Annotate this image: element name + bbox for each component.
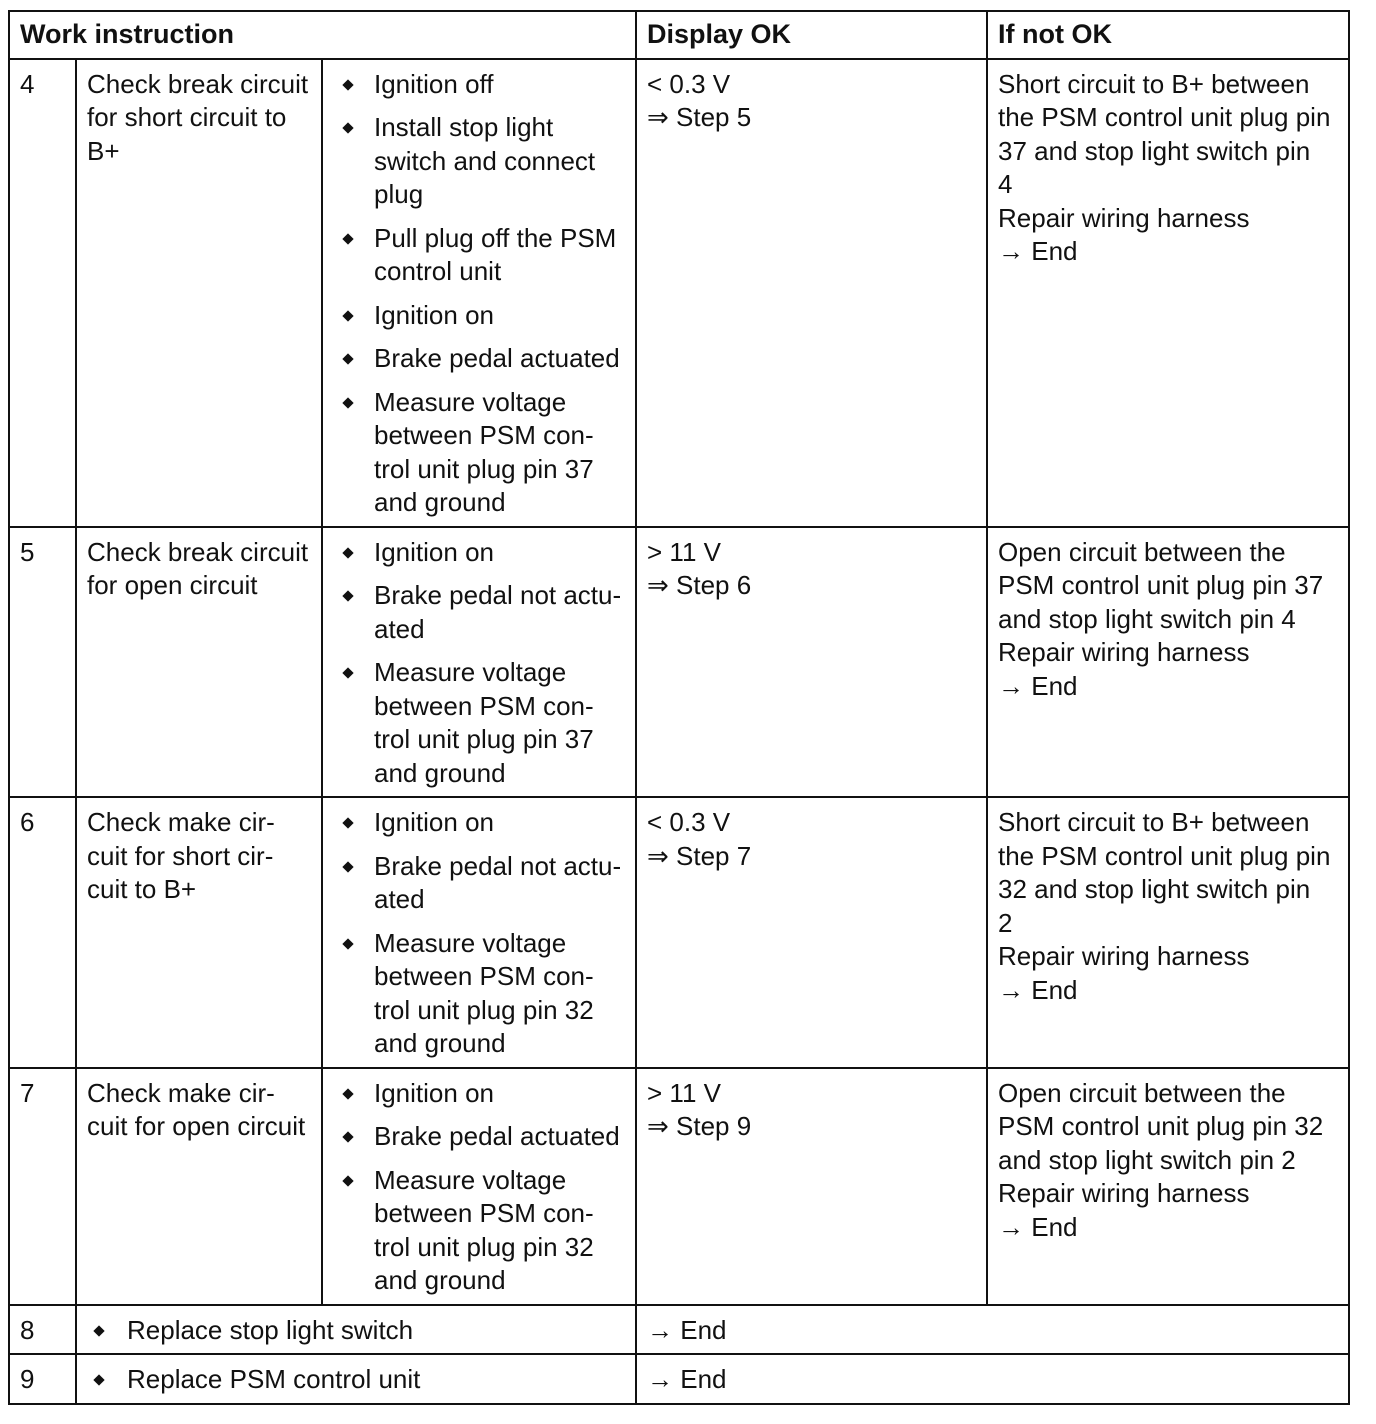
action-item: Ignition on [333,299,625,333]
header-if-not-ok: If not OK [987,11,1349,59]
action-item: Ignition on [333,536,625,570]
bullet-icon [342,1131,353,1142]
header-work-instruction: Work instruction [9,11,636,59]
display-ok-next: ⇒ Step 5 [647,102,752,132]
action-item: Measure voltage between PSM con- trol unit plug pin 32 and ground [333,927,625,1061]
action-item: Install stop light switch and connect plug [333,111,625,212]
bullet-icon [342,397,353,408]
bullet-icon [93,1325,104,1336]
step-number: 9 [9,1354,76,1404]
bullet-icon [342,233,353,244]
header-display-ok: Display OK [636,11,987,59]
step-number: 7 [9,1068,76,1305]
check-line: B+ [87,135,120,166]
action-item: Ignition on [333,806,625,840]
repair-line: Repair wiring harness [998,202,1250,233]
action-list-cell [322,797,636,1068]
display-ok-value: < 0.3 V [647,807,731,837]
check-description [76,59,322,527]
fault-line: Short circuit to B+ between [998,68,1310,99]
action-list [333,68,625,520]
repair-line: Repair wiring harness [998,1178,1250,1208]
bullet-icon [342,590,353,601]
action-list-cell [322,527,636,798]
table-row [9,797,1349,1068]
display-ok-next: ⇒ Step 6 [647,570,752,600]
action-list [333,1077,625,1298]
if-not-ok-cell: Open circuit between the PSM control unit plug pin 32 and stop light switch pin 2 Repair wiring harness → End [987,1068,1349,1305]
result-cell: → End [636,1305,1349,1355]
action-item: Measure voltage between PSM con- trol unit plug pin 37 and ground [333,386,625,520]
bullet-icon [93,1374,104,1385]
step-number: 6 [9,797,76,1068]
bullet-icon [342,667,353,678]
check-description: Check make cir- cuit for open circuit [76,1068,322,1305]
table-row [9,1354,1349,1404]
table-row [9,1305,1349,1355]
if-not-ok-cell: Open circuit between the PSM control unit plug pin 37 and stop light switch pin 4 Repair wiring harness → End [987,527,1349,798]
display-ok-cell [636,797,987,1068]
display-ok-value: > 11 V [647,1077,721,1108]
action-cell [76,1305,636,1355]
fault-line: 4 [998,169,1013,199]
action-item: Replace PSM control unit [87,1363,625,1397]
table-row [9,59,1349,527]
step-number: 4 [9,59,76,527]
bullet-icon [342,1175,353,1186]
header-row [9,11,1349,59]
end-line: → End [998,1211,1078,1242]
bullet-icon [342,310,353,321]
action-list [333,536,625,791]
action-item: Ignition on [333,1077,625,1111]
action-item: Replace stop light switch [87,1314,625,1348]
action-list-cell [322,59,636,527]
check-line: for short circuit to [87,102,287,132]
action-item: Brake pedal actuated [333,1120,625,1154]
action-item: Ignition off [333,68,625,102]
action-item: Brake pedal actuated [333,342,625,376]
bullet-icon [342,547,353,558]
if-not-ok-cell: Short circuit to B+ between the PSM control unit plug pin 32 and stop light switch pin 2 Repair wiring harness → End [987,797,1349,1068]
repair-line: Repair wiring harness [998,941,1250,971]
action-list [333,806,625,1061]
action-cell [76,1354,636,1404]
display-ok-cell [636,527,987,798]
check-line: Check break circuit [87,68,309,99]
bullet-icon [342,122,353,133]
work-instruction-table [8,10,1350,1405]
display-ok-cell [636,59,987,527]
check-description: Check break circuit for open circuit [76,527,322,798]
action-item: Measure voltage between PSM con- trol unit plug pin 32 and ground [333,1164,625,1298]
fault-line: 37 and stop light switch pin [998,135,1311,166]
display-ok-value: < 0.3 V [647,68,731,99]
table-row [9,1068,1349,1305]
check-description: Check make cir- cuit for short cir- cuit to B+ [76,797,322,1068]
bullet-icon [342,938,353,949]
end-line: → End [998,974,1078,1005]
result-cell: → End [636,1354,1349,1404]
bullet-icon [342,861,353,872]
action-list-cell [322,1068,636,1305]
repair-line: Repair wiring harness [998,637,1250,667]
step-number: 8 [9,1305,76,1355]
step-number: 5 [9,527,76,798]
display-ok-next: ⇒ Step 7 [647,840,752,871]
fault-line: the PSM control unit plug pin [998,102,1331,132]
bullet-icon [342,79,353,90]
bullet-icon [342,1088,353,1099]
end-line: → End [998,236,1078,266]
display-ok-cell [636,1068,987,1305]
action-item: Brake pedal not actu- ated [333,850,625,917]
display-ok-value: > 11 V [647,536,721,567]
display-ok-next: ⇒ Step 9 [647,1111,752,1141]
end-line: → End [998,670,1078,701]
action-item: Pull plug off the PSM control unit [333,222,625,289]
table-row [9,527,1349,798]
action-item: Brake pedal not actu- ated [333,579,625,646]
action-item: Measure voltage between PSM con- trol unit plug pin 37 and ground [333,656,625,790]
bullet-icon [342,353,353,364]
bullet-icon [342,817,353,828]
if-not-ok-cell [987,59,1349,527]
